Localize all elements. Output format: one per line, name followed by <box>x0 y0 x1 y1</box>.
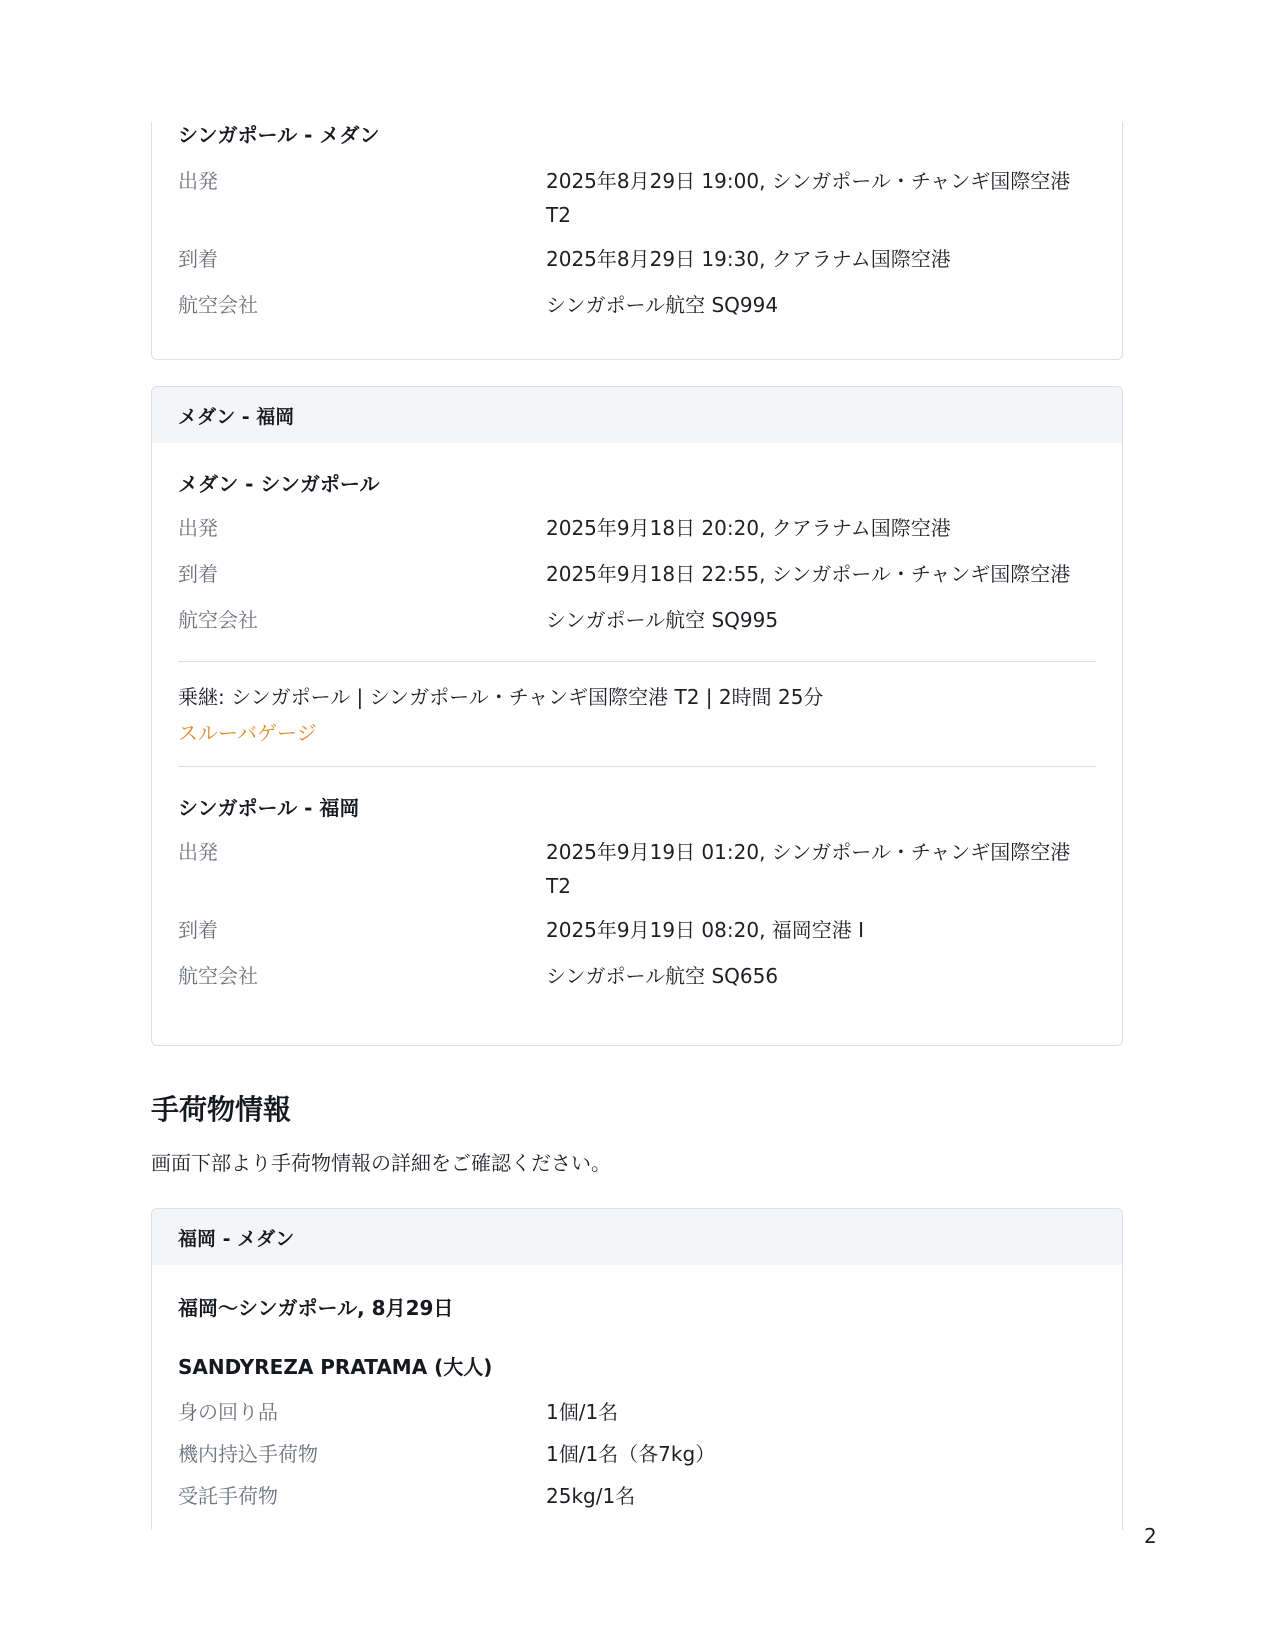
airline-row <box>178 959 1096 993</box>
checked-baggage-label: 受託手荷物 <box>178 1484 278 1508</box>
airline-value: シンガポール航空 SQ995 <box>546 608 779 632</box>
passenger-name: SANDYREZA PRATAMA (大人) <box>178 1355 493 1379</box>
departure-row <box>178 835 1096 903</box>
airline-label: 航空会社 <box>178 964 258 988</box>
departure-label: 出発 <box>178 516 218 540</box>
departure-row <box>178 511 1096 545</box>
departure-row <box>178 164 1096 232</box>
route-title: 福岡〜シンガポール, 8月29日 <box>178 1296 454 1320</box>
departure-label: 出発 <box>178 169 218 193</box>
arrival-row <box>178 557 1096 591</box>
departure-value: 2025年9月19日 01:20, シンガポール・チャンギ国際空港 T2 <box>546 840 1071 898</box>
carry-on-row <box>178 1437 1096 1471</box>
arrival-value: 2025年8月29日 19:30, クアラナム国際空港 <box>546 247 951 271</box>
airline-row <box>178 288 1096 322</box>
personal-item-row <box>178 1395 1096 1429</box>
carry-on-label: 機内持込手荷物 <box>178 1442 318 1466</box>
airline-label: 航空会社 <box>178 293 258 317</box>
airline-label: 航空会社 <box>178 608 258 632</box>
segment-title: シンガポール - メダン <box>178 123 380 147</box>
departure-value: 2025年9月18日 20:20, クアラナム国際空港 <box>546 516 951 540</box>
airline-value: シンガポール航空 SQ994 <box>546 293 779 317</box>
arrival-row <box>178 242 1096 276</box>
transfer-info: 乗継: シンガポール | シンガポール・チャンギ国際空港 T2 | 2時間 25分 <box>178 685 824 709</box>
arrival-label: 到着 <box>178 562 218 586</box>
flight-card-outbound-continued <box>151 122 1123 360</box>
card-header: メダン - 福岡 <box>152 387 1122 443</box>
checked-baggage-row <box>178 1479 1096 1513</box>
section-title: 手荷物情報 <box>151 1093 292 1126</box>
segment-title: シンガポール - 福岡 <box>178 796 360 820</box>
airline-value: シンガポール航空 SQ656 <box>546 964 779 988</box>
arrival-value: 2025年9月19日 08:20, 福岡空港 I <box>546 918 865 942</box>
arrival-label: 到着 <box>178 247 218 271</box>
through-baggage-link[interactable]: スルーバゲージ <box>178 721 317 745</box>
personal-item-label: 身の回り品 <box>178 1400 278 1424</box>
baggage-card <box>151 1208 1123 1530</box>
arrival-label: 到着 <box>178 918 218 942</box>
arrival-value: 2025年9月18日 22:55, シンガポール・チャンギ国際空港 <box>546 562 1071 586</box>
segment-title: メダン - シンガポール <box>178 472 380 496</box>
page-number: 2 <box>1144 1524 1157 1548</box>
personal-item-value: 1個/1名 <box>546 1400 619 1424</box>
departure-label: 出発 <box>178 840 218 864</box>
arrival-row <box>178 913 1096 947</box>
card-header: 福岡 - メダン <box>152 1209 1122 1265</box>
departure-value: 2025年8月29日 19:00, シンガポール・チャンギ国際空港 T2 <box>546 169 1071 227</box>
section-description: 画面下部より手荷物情報の詳細をご確認ください。 <box>151 1151 611 1175</box>
airline-row <box>178 603 1096 637</box>
carry-on-value: 1個/1名（各7kg） <box>546 1442 716 1466</box>
checked-baggage-value: 25kg/1名 <box>546 1484 636 1508</box>
flight-card-return <box>151 386 1123 1046</box>
